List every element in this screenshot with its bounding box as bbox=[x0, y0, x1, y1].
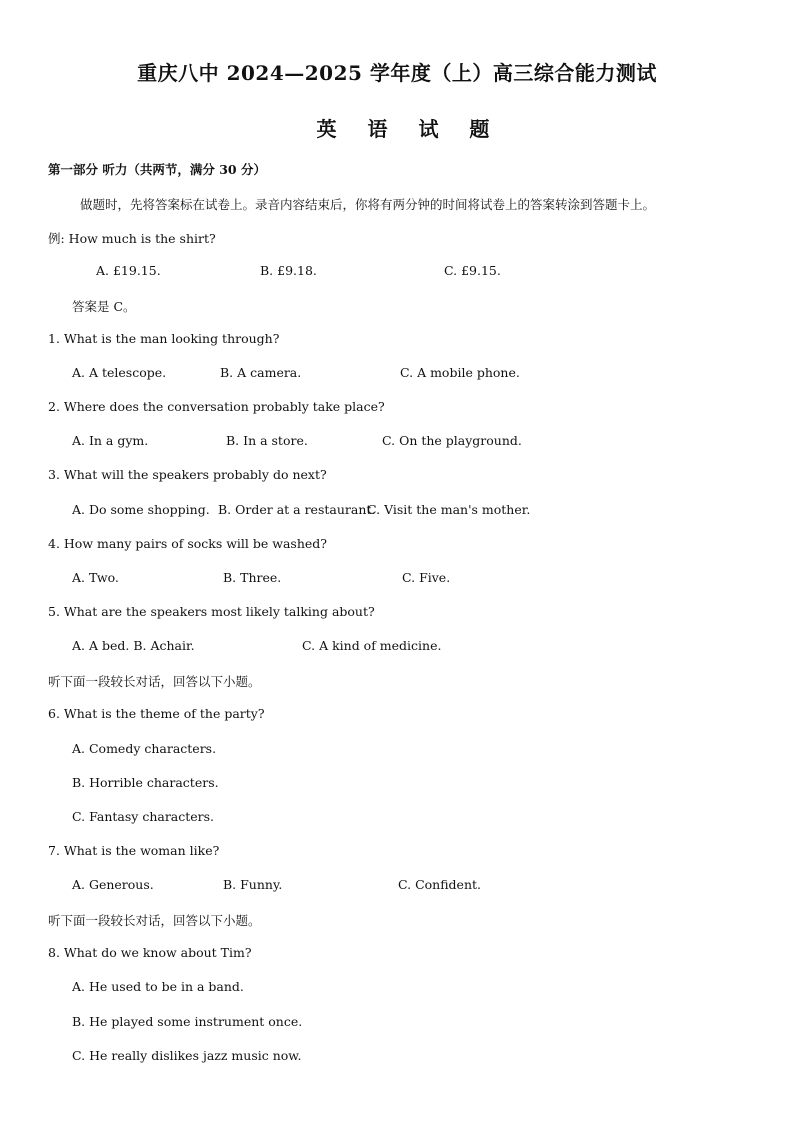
q5-option-c: C. A kind of medicine. bbox=[302, 638, 442, 653]
question-4: 4. How many pairs of socks will be washed? bbox=[48, 536, 327, 551]
dialog-intro-2: 听下面一段较长对话，回答以下小题。 bbox=[48, 913, 261, 928]
question-5: 5. What are the speakers most likely talking about? bbox=[48, 604, 375, 619]
example-answer: 答案是 C。 bbox=[72, 299, 136, 314]
exam-title: 重庆八中 2024—2025 学年度（上）高三综合能力测试 bbox=[137, 61, 657, 85]
q6-option-c: C. Fantasy characters. bbox=[72, 809, 215, 824]
q7-option-c: C. Confident. bbox=[398, 877, 481, 892]
q8-option-b: B. He played some instrument once. bbox=[72, 1014, 303, 1029]
exam-subtitle: 英 语 试 题 bbox=[316, 117, 502, 141]
q7-option-a: A. Generous. bbox=[72, 877, 154, 892]
q8-option-c: C. He really dislikes jazz music now. bbox=[72, 1048, 302, 1063]
q4-option-a: A. Two. bbox=[72, 570, 119, 585]
part1-heading: 第一部分 听力（共两节，满分 30 分） bbox=[48, 162, 266, 177]
question-8: 8. What do we know about Tim? bbox=[48, 945, 252, 960]
q6-option-b: B. Horrible characters. bbox=[72, 775, 219, 790]
q2-option-a: A. In a gym. bbox=[72, 433, 149, 448]
q8-option-a: A. He used to be in a band. bbox=[72, 979, 244, 994]
q3-option-a: A. Do some shopping. bbox=[72, 502, 210, 517]
example-option-c: C. £9.15. bbox=[444, 263, 501, 278]
q1-option-a: A. A telescope. bbox=[72, 365, 167, 380]
question-6: 6. What is the theme of the party? bbox=[48, 706, 265, 721]
q3-option-b: B. Order at a restaurant. bbox=[218, 502, 376, 517]
q4-option-b: B. Three. bbox=[223, 570, 282, 585]
question-3: 3. What will the speakers probably do next? bbox=[48, 467, 327, 482]
question-7: 7. What is the woman like? bbox=[48, 843, 220, 858]
example-option-a: A. £19.15. bbox=[96, 263, 161, 278]
example-option-b: B. £9.18. bbox=[260, 263, 317, 278]
q6-option-a: A. Comedy characters. bbox=[72, 741, 217, 756]
q5-option-ab: A. A bed. B. Achair. bbox=[72, 638, 195, 653]
question-2: 2. Where does the conversation probably take place? bbox=[48, 399, 385, 414]
example-question: 例: How much is the shirt? bbox=[48, 231, 216, 246]
part1-instruction: 做题时，先将答案标在试卷上。录音内容结束后，你将有两分钟的时间将试卷上的答案转涂到答题卡上。 bbox=[80, 197, 656, 212]
question-1: 1. What is the man looking through? bbox=[48, 331, 280, 346]
q2-option-c: C. On the playground. bbox=[382, 433, 522, 448]
q4-option-c: C. Five. bbox=[402, 570, 451, 585]
dialog-intro-1: 听下面一段较长对话，回答以下小题。 bbox=[48, 674, 261, 689]
q3-option-c: C. Visit the man's mother. bbox=[367, 502, 531, 517]
q7-option-b: B. Funny. bbox=[223, 877, 283, 892]
q2-option-b: B. In a store. bbox=[226, 433, 308, 448]
q1-option-c: C. A mobile phone. bbox=[400, 365, 520, 380]
q1-option-b: B. A camera. bbox=[220, 365, 302, 380]
